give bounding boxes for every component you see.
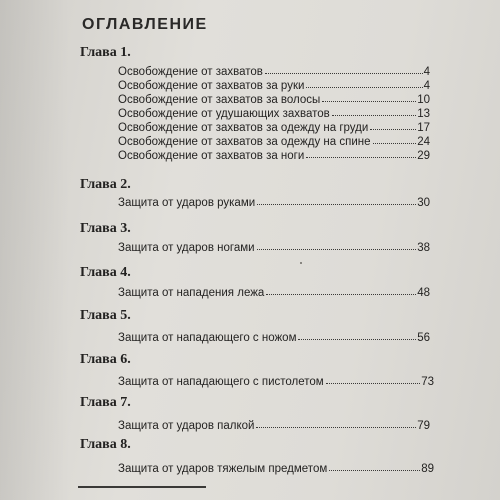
entry-title: Освобождение от захватов за одежду на спине: [118, 136, 371, 148]
toc-entry[interactable]: [118, 107, 430, 121]
entry-page: 24: [417, 136, 430, 148]
entry-page: 48: [417, 287, 430, 299]
entry-page: 10: [417, 94, 430, 106]
entry-title: Защита от нападения лежа: [118, 287, 265, 299]
entry-title: Освобождение от захватов за руки: [118, 80, 305, 92]
dot-leader: [326, 382, 420, 384]
chapter-title: Глава 8.: [80, 437, 131, 452]
chapter-title: Глава 1.: [80, 45, 131, 60]
entry-title: Защита от ударов руками: [118, 197, 256, 209]
entry-page: 4: [423, 66, 430, 78]
entry-title: Защита от ударов палкой: [118, 420, 255, 432]
toc-entry[interactable]: [118, 93, 430, 107]
entry-title: Освобождение от удушающих захватов: [118, 108, 330, 120]
dot-leader: [322, 100, 416, 102]
entry-page: 38: [417, 242, 430, 254]
entry-title: Защита от нападающего с ножом: [118, 332, 297, 344]
toc-entry[interactable]: [118, 375, 434, 389]
toc-entry[interactable]: [118, 149, 430, 163]
toc-entry[interactable]: [118, 135, 430, 149]
entry-title: Освобождение от захватов за одежду на груди: [118, 122, 369, 134]
toc-entry[interactable]: [118, 79, 430, 93]
dot-leader: [298, 338, 416, 340]
footer-rule: [78, 486, 206, 488]
entry-title: Защита от нападающего с пистолетом: [118, 376, 324, 388]
dot-leader: [256, 426, 416, 428]
chapter-title: Глава 6.: [80, 352, 131, 367]
entry-page: 73: [421, 376, 434, 388]
toc-entry[interactable]: [118, 286, 430, 300]
entry-title: Защита от ударов тяжелым предметом: [118, 463, 328, 475]
dot-leader: [306, 156, 416, 158]
entry-title: Освобождение от захватов за волосы: [118, 94, 321, 106]
dot-leader: [265, 72, 423, 74]
entry-page: 56: [417, 332, 430, 344]
toc-entry[interactable]: [118, 419, 430, 433]
chapter-title: Глава 4.: [80, 265, 131, 280]
print-speck: [300, 262, 302, 264]
entry-page: 89: [421, 463, 434, 475]
entry-page: 17: [417, 122, 430, 134]
dot-leader: [257, 203, 416, 205]
entry-page: 79: [417, 420, 430, 432]
toc-entry[interactable]: [118, 121, 430, 135]
dot-leader: [266, 293, 416, 295]
entry-title: Защита от ударов ногами: [118, 242, 255, 254]
dot-leader: [332, 114, 416, 116]
chapter-title: Глава 2.: [80, 177, 131, 192]
entry-page: 13: [417, 108, 430, 120]
page-title: ОГЛАВЛЕНИЕ: [82, 16, 208, 33]
entry-title: Освобождение от захватов: [118, 66, 263, 78]
dot-leader: [306, 86, 422, 88]
entry-page: 29: [417, 150, 430, 162]
entry-page: 30: [417, 197, 430, 209]
chapter-title: Глава 3.: [80, 221, 131, 236]
toc-entry[interactable]: [118, 196, 430, 210]
dot-leader: [373, 142, 417, 144]
toc-entry[interactable]: [118, 241, 430, 255]
dot-leader: [257, 248, 417, 250]
page-shadow: [0, 0, 70, 500]
entry-title: Освобождение от захватов за ноги: [118, 150, 305, 162]
entry-page: 4: [423, 80, 430, 92]
toc-entry[interactable]: [118, 65, 430, 79]
dot-leader: [370, 128, 416, 130]
dot-leader: [329, 469, 420, 471]
chapter-title: Глава 7.: [80, 395, 131, 410]
chapter-title: Глава 5.: [80, 308, 131, 323]
toc-entry[interactable]: [118, 462, 434, 476]
toc-entry[interactable]: [118, 331, 430, 345]
